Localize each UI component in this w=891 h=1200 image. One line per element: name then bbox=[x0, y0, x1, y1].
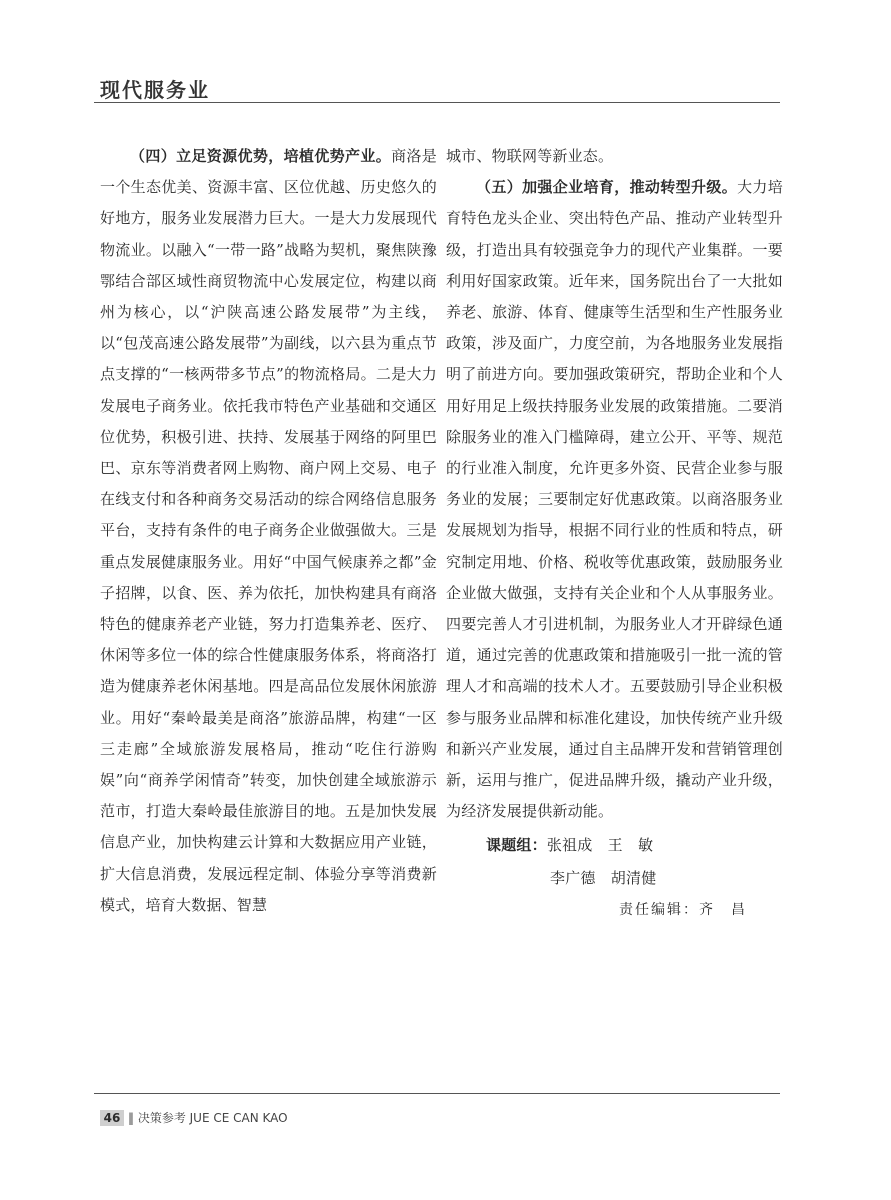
research-group-names: 张祖成 王 敏 bbox=[546, 836, 654, 855]
footer-rule bbox=[94, 1093, 780, 1094]
section-header bbox=[94, 74, 780, 103]
research-group-label: 课题组： bbox=[486, 836, 547, 855]
paragraph-body: 大力培育特色龙头企业、突出特色产品、推动产业转型升级，打造出具有较强竞争力的现代产业集群。一要利用好国家政策。近年来，国务院出台了一大批如养老、旅游、体育、健康等生活型和生产性服务业政策，涉及面广，力度空前，为各地服务业发展指明了前进方向。要加强政策研究，帮助企业和个人用好用足上级扶持服务业发展的政策措施。二要消除服务业的准入门槛障碍，建立公开、平等、规范的行业准入制度，允许更多外资、民营企业参与服务业的发展；三要制定好优惠政策。以商洛服务业发展规划为指导，根据不同行业的性质和特点，研究制定用地、价格、税收等优惠政策，鼓励服务业企业做大做强，支持有关企业和个人从事服务业。四要完善人才引进机制，为服务业人才开辟绿色通道，通过完善的优惠政策和措施吸引一批一流的管理人才和高端的技术人才。五要鼓励引导企业积极参与服务业品牌和标准化建设，加快传统产业升级和新兴产业发展，通过自主品牌开发和营销管理创新，运用与推广，促进品牌升级，撬动产业升级，为经济发展提供新动能。 bbox=[446, 178, 783, 821]
left-column bbox=[100, 141, 437, 921]
research-group bbox=[446, 829, 783, 862]
paragraph-four bbox=[100, 141, 437, 921]
section-title: 现代服务业 bbox=[100, 78, 210, 102]
paragraph-heading: （四）立足资源优势，培植优势产业。 bbox=[130, 147, 392, 165]
paragraph-heading: （五）加强企业培育，推动转型升级。 bbox=[476, 178, 738, 197]
credits bbox=[446, 829, 783, 925]
responsible-editor: 责任编辑：齐 昌 bbox=[619, 902, 747, 919]
paragraph-body: 商洛是一个生态优美、资源丰富、区位优越、历史悠久的好地方，服务业发展潜力巨大。一是大力发展现代物流业。以融入“一带一路”战略为契机，聚焦陕豫鄂结合部区域性商贸物流中心发展定位，构建以商州为核心，以“沪陕高速公路发展带”为主线，以“包茂高速公路发展带”为副线，以六县为重点节点支撑的“一核两带多节点”的物流格局。二是大力发展电子商务业。依托我市特色产业基础和交通区位优势，积极引进、扶持、发展基于网络的阿里巴巴、京东等消费者网上购物、商户网上交易、电子在线支付和各种商务交易活动的综合网络信息服务平台，支持有条件的电子商务企业做强做大。三是重点发展健康服务业。用好“中国气候康养之都”金子招牌，以食、医、养为依托，加快构建具有商洛特色的健康养老产业链，努力打造集养老、医疗、休闲等多位一体的综合性健康服务体系，将商洛打造为健康养老休闲基地。四是高品位发展休闲旅游业。用好“秦岭最美是商洛”旅游品牌，构建“一区三走廊”全域旅游发展格局，推动“吃住行游购娱”向“商养学闲情奇”转变，加快创建全域旅游示范市，打造大秦岭最佳旅游目的地。五是加快发展信息产业，加快构建云计算和大数据应用产业链，扩大信息消费，发展远程定制、体验分享等消费新模式，培育大数据、智慧 bbox=[100, 147, 437, 914]
research-group-names-2: 李广德 胡清健 bbox=[550, 869, 657, 888]
paragraph-continuation: 城市、物联网等新业态。 bbox=[446, 147, 614, 165]
page-number: 46 bbox=[100, 1110, 124, 1126]
journal-name: ‖ 决策参考 JUE CE CAN KAO bbox=[128, 1111, 288, 1125]
right-column bbox=[446, 141, 783, 925]
paragraph-five bbox=[446, 172, 783, 827]
